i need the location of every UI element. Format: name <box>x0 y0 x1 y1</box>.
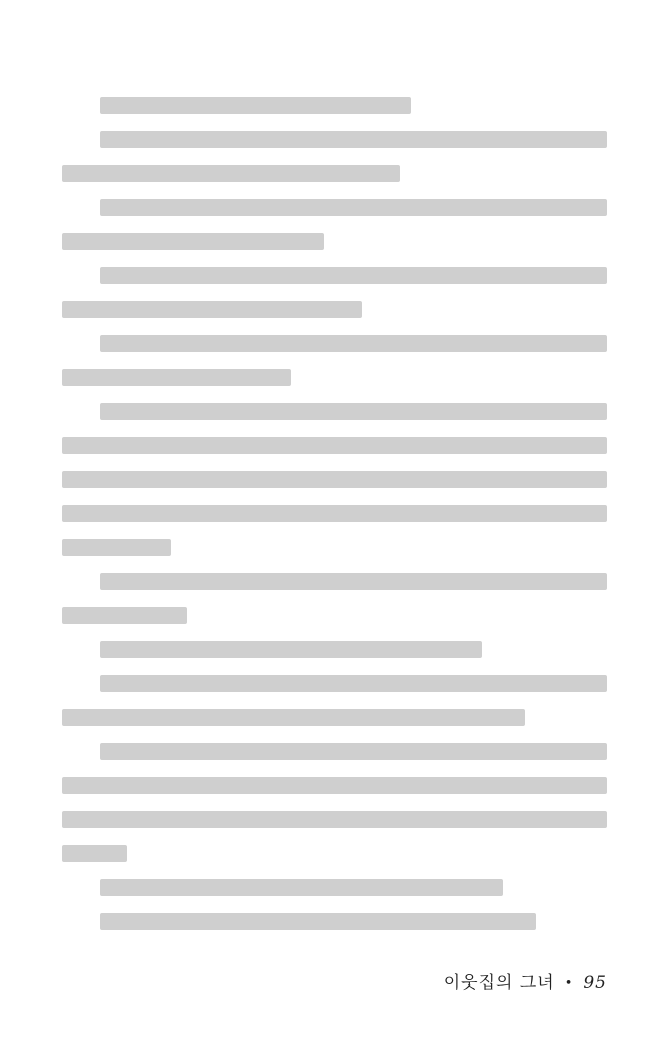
paragraph-redacted <box>62 122 607 190</box>
redacted-text-line <box>62 360 607 394</box>
redacted-text-line <box>62 156 607 190</box>
paragraph-redacted <box>62 88 607 122</box>
redacted-text-line <box>62 802 607 836</box>
paragraph-redacted <box>62 904 607 938</box>
paragraph-redacted <box>62 190 607 258</box>
redacted-text-line <box>62 428 607 462</box>
book-title: 이웃집의 그녀 <box>443 973 555 993</box>
redacted-text-line <box>62 190 607 224</box>
footer-separator: • <box>564 976 574 991</box>
redacted-text-line <box>62 734 607 768</box>
page-footer <box>444 968 607 993</box>
paragraph-redacted <box>62 394 607 564</box>
paragraph-redacted <box>62 564 607 632</box>
redacted-text-line <box>62 632 607 666</box>
redacted-text-line <box>62 326 607 360</box>
paragraph-redacted <box>62 632 607 666</box>
redacted-text-line <box>62 700 607 734</box>
redacted-text-line <box>62 462 607 496</box>
redacted-text-line <box>62 904 607 938</box>
redacted-text-line <box>62 530 607 564</box>
redacted-text-line <box>62 836 607 870</box>
redacted-text-line <box>62 496 607 530</box>
redacted-text-line <box>62 122 607 156</box>
redacted-text-line <box>62 394 607 428</box>
redacted-text-line <box>62 88 607 122</box>
redacted-text-line <box>62 258 607 292</box>
redacted-text-line <box>62 292 607 326</box>
redacted-text-line <box>62 666 607 700</box>
paragraph-redacted <box>62 870 607 904</box>
paragraph-redacted <box>62 326 607 394</box>
paragraph-redacted <box>62 666 607 734</box>
redacted-text-line <box>62 564 607 598</box>
redacted-text-line <box>62 598 607 632</box>
redacted-text-line <box>62 768 607 802</box>
page-number: 95 <box>583 973 607 993</box>
redacted-text-line <box>62 870 607 904</box>
page-body-redacted <box>62 88 607 938</box>
redacted-text-line <box>62 224 607 258</box>
paragraph-redacted <box>62 734 607 870</box>
paragraph-redacted <box>62 258 607 326</box>
